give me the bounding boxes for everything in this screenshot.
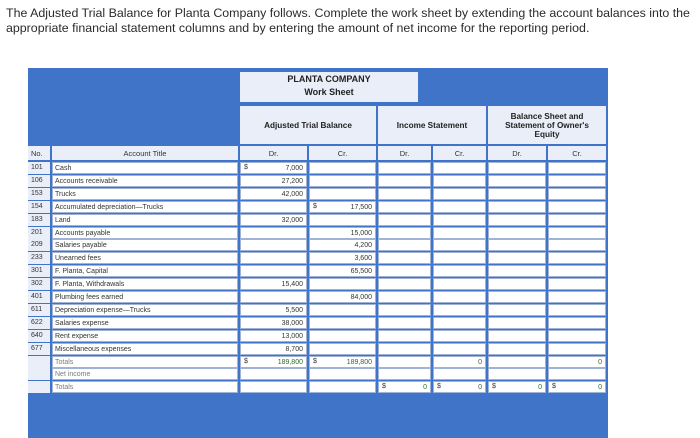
- income-statement-credit-input[interactable]: [433, 227, 486, 239]
- income-statement-credit-input[interactable]: [433, 201, 486, 213]
- balance-sheet-debit-input[interactable]: [488, 214, 546, 226]
- atb-credit-amount: 4,200: [309, 239, 376, 251]
- final-is-credit-total: 0: [433, 381, 486, 393]
- col-header-no: No.: [28, 146, 50, 160]
- balance-sheet-credit-input[interactable]: [548, 252, 606, 264]
- account-number: 622: [28, 317, 50, 329]
- income-statement-credit-input[interactable]: [433, 343, 486, 355]
- table-row: [28, 317, 608, 329]
- dollar-sign: $: [437, 383, 441, 391]
- col-header-atb-cr: Cr.: [309, 146, 376, 160]
- dollar-sign: $: [244, 357, 248, 365]
- table-row: [28, 252, 608, 264]
- income-statement-debit-input[interactable]: [378, 304, 431, 316]
- balance-sheet-debit-input[interactable]: [488, 239, 546, 251]
- atb-credit-amount: [309, 368, 376, 380]
- balance-sheet-credit-input[interactable]: [548, 188, 606, 200]
- account-title: Miscellaneous expenses: [52, 343, 238, 355]
- balance-sheet-credit-input[interactable]: [548, 162, 606, 174]
- table-row: [28, 356, 608, 368]
- account-number: 106: [28, 175, 50, 187]
- atb-credit-total: 189,800: [309, 356, 376, 368]
- balance-sheet-debit-input[interactable]: [488, 162, 546, 174]
- income-statement-debit-input[interactable]: [378, 317, 431, 329]
- income-statement-credit-input[interactable]: [433, 330, 486, 342]
- income-statement-debit-input[interactable]: [378, 252, 431, 264]
- account-number: 640: [28, 330, 50, 342]
- atb-credit-amount: [309, 381, 376, 393]
- account-title: F. Planta, Withdrawals: [52, 278, 238, 290]
- income-statement-debit-input[interactable]: [378, 175, 431, 187]
- balance-sheet-debit-input[interactable]: [488, 265, 546, 277]
- table-row: [28, 227, 608, 239]
- dollar-sign: $: [313, 357, 317, 365]
- final-bs-debit-total: 0: [488, 381, 546, 393]
- atb-debit-total: 189,800: [240, 356, 307, 368]
- account-number: [28, 368, 50, 380]
- account-title: F. Planta, Capital: [52, 265, 238, 277]
- balance-sheet-debit-input[interactable]: [488, 304, 546, 316]
- account-title: Accumulated depreciation—Trucks: [52, 201, 238, 213]
- account-title: Land: [52, 214, 238, 226]
- account-number: 677: [28, 343, 50, 355]
- income-statement-debit-total: [378, 356, 431, 368]
- net-income-is-debit-input[interactable]: [378, 368, 431, 380]
- atb-debit-amount: 38,000: [240, 317, 307, 329]
- account-number: 209: [28, 239, 50, 251]
- income-statement-credit-input[interactable]: [433, 265, 486, 277]
- table-row: [28, 265, 608, 277]
- balance-sheet-credit-input[interactable]: [548, 201, 606, 213]
- balance-sheet-debit-input[interactable]: [488, 175, 546, 187]
- atb-debit-amount: [240, 368, 307, 380]
- table-row: [28, 162, 608, 174]
- atb-credit-amount: 17,500: [309, 201, 376, 213]
- atb-debit-amount: [240, 201, 307, 213]
- income-statement-debit-input[interactable]: [378, 343, 431, 355]
- atb-credit-amount: [309, 317, 376, 329]
- dollar-sign: $: [552, 383, 556, 391]
- income-statement-credit-input[interactable]: [433, 304, 486, 316]
- balance-sheet-debit-input[interactable]: [488, 252, 546, 264]
- income-statement-debit-input[interactable]: [378, 278, 431, 290]
- balance-sheet-credit-input[interactable]: [548, 317, 606, 329]
- table-row: [28, 291, 608, 303]
- income-statement-debit-input[interactable]: [378, 162, 431, 174]
- account-title: Salaries payable: [52, 239, 238, 251]
- balance-sheet-debit-input[interactable]: [488, 317, 546, 329]
- income-statement-credit-input[interactable]: [433, 291, 486, 303]
- dollar-sign: $: [492, 383, 496, 391]
- atb-debit-amount: 8,700: [240, 343, 307, 355]
- balance-sheet-credit-input[interactable]: [548, 278, 606, 290]
- atb-debit-amount: [240, 291, 307, 303]
- account-number: [28, 381, 50, 393]
- account-title: Accounts payable: [52, 227, 238, 239]
- balance-sheet-credit-input[interactable]: [548, 265, 606, 277]
- account-number: [28, 356, 50, 368]
- income-statement-credit-input[interactable]: [433, 278, 486, 290]
- work-sheet: [28, 68, 608, 438]
- income-statement-debit-input[interactable]: [378, 330, 431, 342]
- atb-debit-amount: [240, 265, 307, 277]
- col-header-account-title: Account Title: [52, 146, 238, 160]
- atb-debit-amount: 42,000: [240, 188, 307, 200]
- account-number: 201: [28, 227, 50, 239]
- col-header-is-cr: Cr.: [433, 146, 486, 160]
- final-totals-label: Totals: [52, 381, 238, 393]
- work-sheet-title: Work Sheet: [304, 87, 354, 97]
- account-number: 401: [28, 291, 50, 303]
- dollar-sign: $: [382, 383, 386, 391]
- atb-debit-amount: [240, 252, 307, 264]
- account-title: Salaries expense: [52, 317, 238, 329]
- balance-sheet-credit-input[interactable]: [548, 343, 606, 355]
- income-statement-credit-input[interactable]: [433, 175, 486, 187]
- col-header-is-dr: Dr.: [378, 146, 431, 160]
- income-statement-debit-input[interactable]: [378, 188, 431, 200]
- account-number: 233: [28, 252, 50, 264]
- balance-sheet-credit-input[interactable]: [548, 239, 606, 251]
- company-name: PLANTA COMPANY: [287, 74, 371, 84]
- income-statement-debit-input[interactable]: [378, 201, 431, 213]
- balance-sheet-credit-input[interactable]: [548, 291, 606, 303]
- atb-credit-amount: [309, 330, 376, 342]
- account-title: Trucks: [52, 188, 238, 200]
- account-title: Depreciation expense—Trucks: [52, 304, 238, 316]
- atb-credit-amount: [309, 162, 376, 174]
- balance-sheet-credit-input[interactable]: [548, 304, 606, 316]
- balance-sheet-debit-input[interactable]: [488, 201, 546, 213]
- work-sheet-title-block: [240, 72, 418, 102]
- instructions-text: The Adjusted Trial Balance for Planta Company follows. Complete the work sheet by extending the account balances into the appropriate financial statement columns and by entering the amount of net income for the reporting period.: [6, 6, 690, 35]
- income-statement-debit-input[interactable]: [378, 291, 431, 303]
- account-title: Accounts receivable: [52, 175, 238, 187]
- table-row: [28, 175, 608, 187]
- income-statement-debit-input[interactable]: [378, 239, 431, 251]
- col-header-atb-dr: Dr.: [240, 146, 307, 160]
- account-number: 611: [28, 304, 50, 316]
- balance-sheet-credit-input[interactable]: [548, 175, 606, 187]
- dollar-sign: $: [244, 164, 248, 171]
- account-number: 154: [28, 201, 50, 213]
- atb-debit-amount: 7,000: [240, 162, 307, 174]
- atb-credit-amount: [309, 175, 376, 187]
- account-title: Cash: [52, 162, 238, 174]
- balance-sheet-debit-total: [488, 356, 546, 368]
- income-statement-debit-input[interactable]: [378, 227, 431, 239]
- table-row: [28, 214, 608, 226]
- income-statement-credit-input[interactable]: [433, 317, 486, 329]
- atb-credit-amount: 84,000: [309, 291, 376, 303]
- atb-credit-amount: 3,600: [309, 252, 376, 264]
- section-balance-sheet: Balance Sheet and Statement of Owner's Equity: [488, 106, 606, 144]
- table-row: [28, 368, 608, 380]
- final-bs-credit-total: 0: [548, 381, 606, 393]
- balance-sheet-debit-input[interactable]: [488, 188, 546, 200]
- atb-debit-amount: 5,500: [240, 304, 307, 316]
- balance-sheet-debit-input[interactable]: [488, 227, 546, 239]
- account-number: 302: [28, 278, 50, 290]
- table-row: [28, 381, 608, 393]
- table-row: [28, 343, 608, 355]
- final-is-debit-total: 0: [378, 381, 431, 393]
- table-row: [28, 188, 608, 200]
- atb-credit-amount: 65,500: [309, 265, 376, 277]
- income-statement-credit-input[interactable]: [433, 252, 486, 264]
- balance-sheet-credit-input[interactable]: [548, 330, 606, 342]
- atb-debit-amount: [240, 227, 307, 239]
- atb-debit-amount: 32,000: [240, 214, 307, 226]
- atb-credit-amount: [309, 278, 376, 290]
- account-title: Rent expense: [52, 330, 238, 342]
- net-income-is-credit-input[interactable]: [433, 368, 486, 380]
- account-number: 153: [28, 188, 50, 200]
- dollar-sign: $: [313, 202, 317, 210]
- balance-sheet-debit-input[interactable]: [488, 330, 546, 342]
- balance-sheet-debit-input[interactable]: [488, 343, 546, 355]
- atb-credit-amount: [309, 304, 376, 316]
- table-row: [28, 239, 608, 251]
- atb-debit-amount: [240, 381, 307, 393]
- account-number: 101: [28, 162, 50, 174]
- atb-debit-amount: [240, 239, 307, 251]
- income-statement-credit-total: 0: [433, 356, 486, 368]
- income-statement-credit-input[interactable]: [433, 162, 486, 174]
- totals-label: Totals: [52, 356, 238, 368]
- balance-sheet-credit-total: 0: [548, 356, 606, 368]
- balance-sheet-debit-input[interactable]: [488, 278, 546, 290]
- col-header-bs-cr: Cr.: [548, 146, 606, 160]
- income-statement-credit-input[interactable]: [433, 214, 486, 226]
- table-row: [28, 201, 608, 213]
- income-statement-debit-input[interactable]: [378, 265, 431, 277]
- account-number: 301: [28, 265, 50, 277]
- atb-credit-amount: [309, 343, 376, 355]
- atb-credit-amount: 15,000: [309, 227, 376, 239]
- atb-debit-amount: 15,400: [240, 278, 307, 290]
- table-row: [28, 330, 608, 342]
- balance-sheet-debit-input[interactable]: [488, 291, 546, 303]
- net-income-bs-credit-input[interactable]: [548, 368, 606, 380]
- income-statement-credit-input[interactable]: [433, 188, 486, 200]
- atb-debit-amount: 13,000: [240, 330, 307, 342]
- income-statement-debit-input[interactable]: [378, 214, 431, 226]
- section-income-statement: Income Statement: [378, 106, 486, 144]
- net-income-label: Net income: [52, 368, 238, 380]
- table-row: [28, 304, 608, 316]
- section-adjusted-trial-balance: Adjusted Trial Balance: [240, 106, 376, 144]
- atb-credit-amount: [309, 188, 376, 200]
- atb-debit-amount: 27,200: [240, 175, 307, 187]
- atb-credit-amount: [309, 214, 376, 226]
- net-income-bs-debit-input[interactable]: [488, 368, 546, 380]
- income-statement-credit-input[interactable]: [433, 239, 486, 251]
- balance-sheet-credit-input[interactable]: [548, 227, 606, 239]
- balance-sheet-credit-input[interactable]: [548, 214, 606, 226]
- table-row: [28, 278, 608, 290]
- account-number: 183: [28, 214, 50, 226]
- col-header-bs-dr: Dr.: [488, 146, 546, 160]
- account-title: Unearned fees: [52, 252, 238, 264]
- account-title: Plumbing fees earned: [52, 291, 238, 303]
